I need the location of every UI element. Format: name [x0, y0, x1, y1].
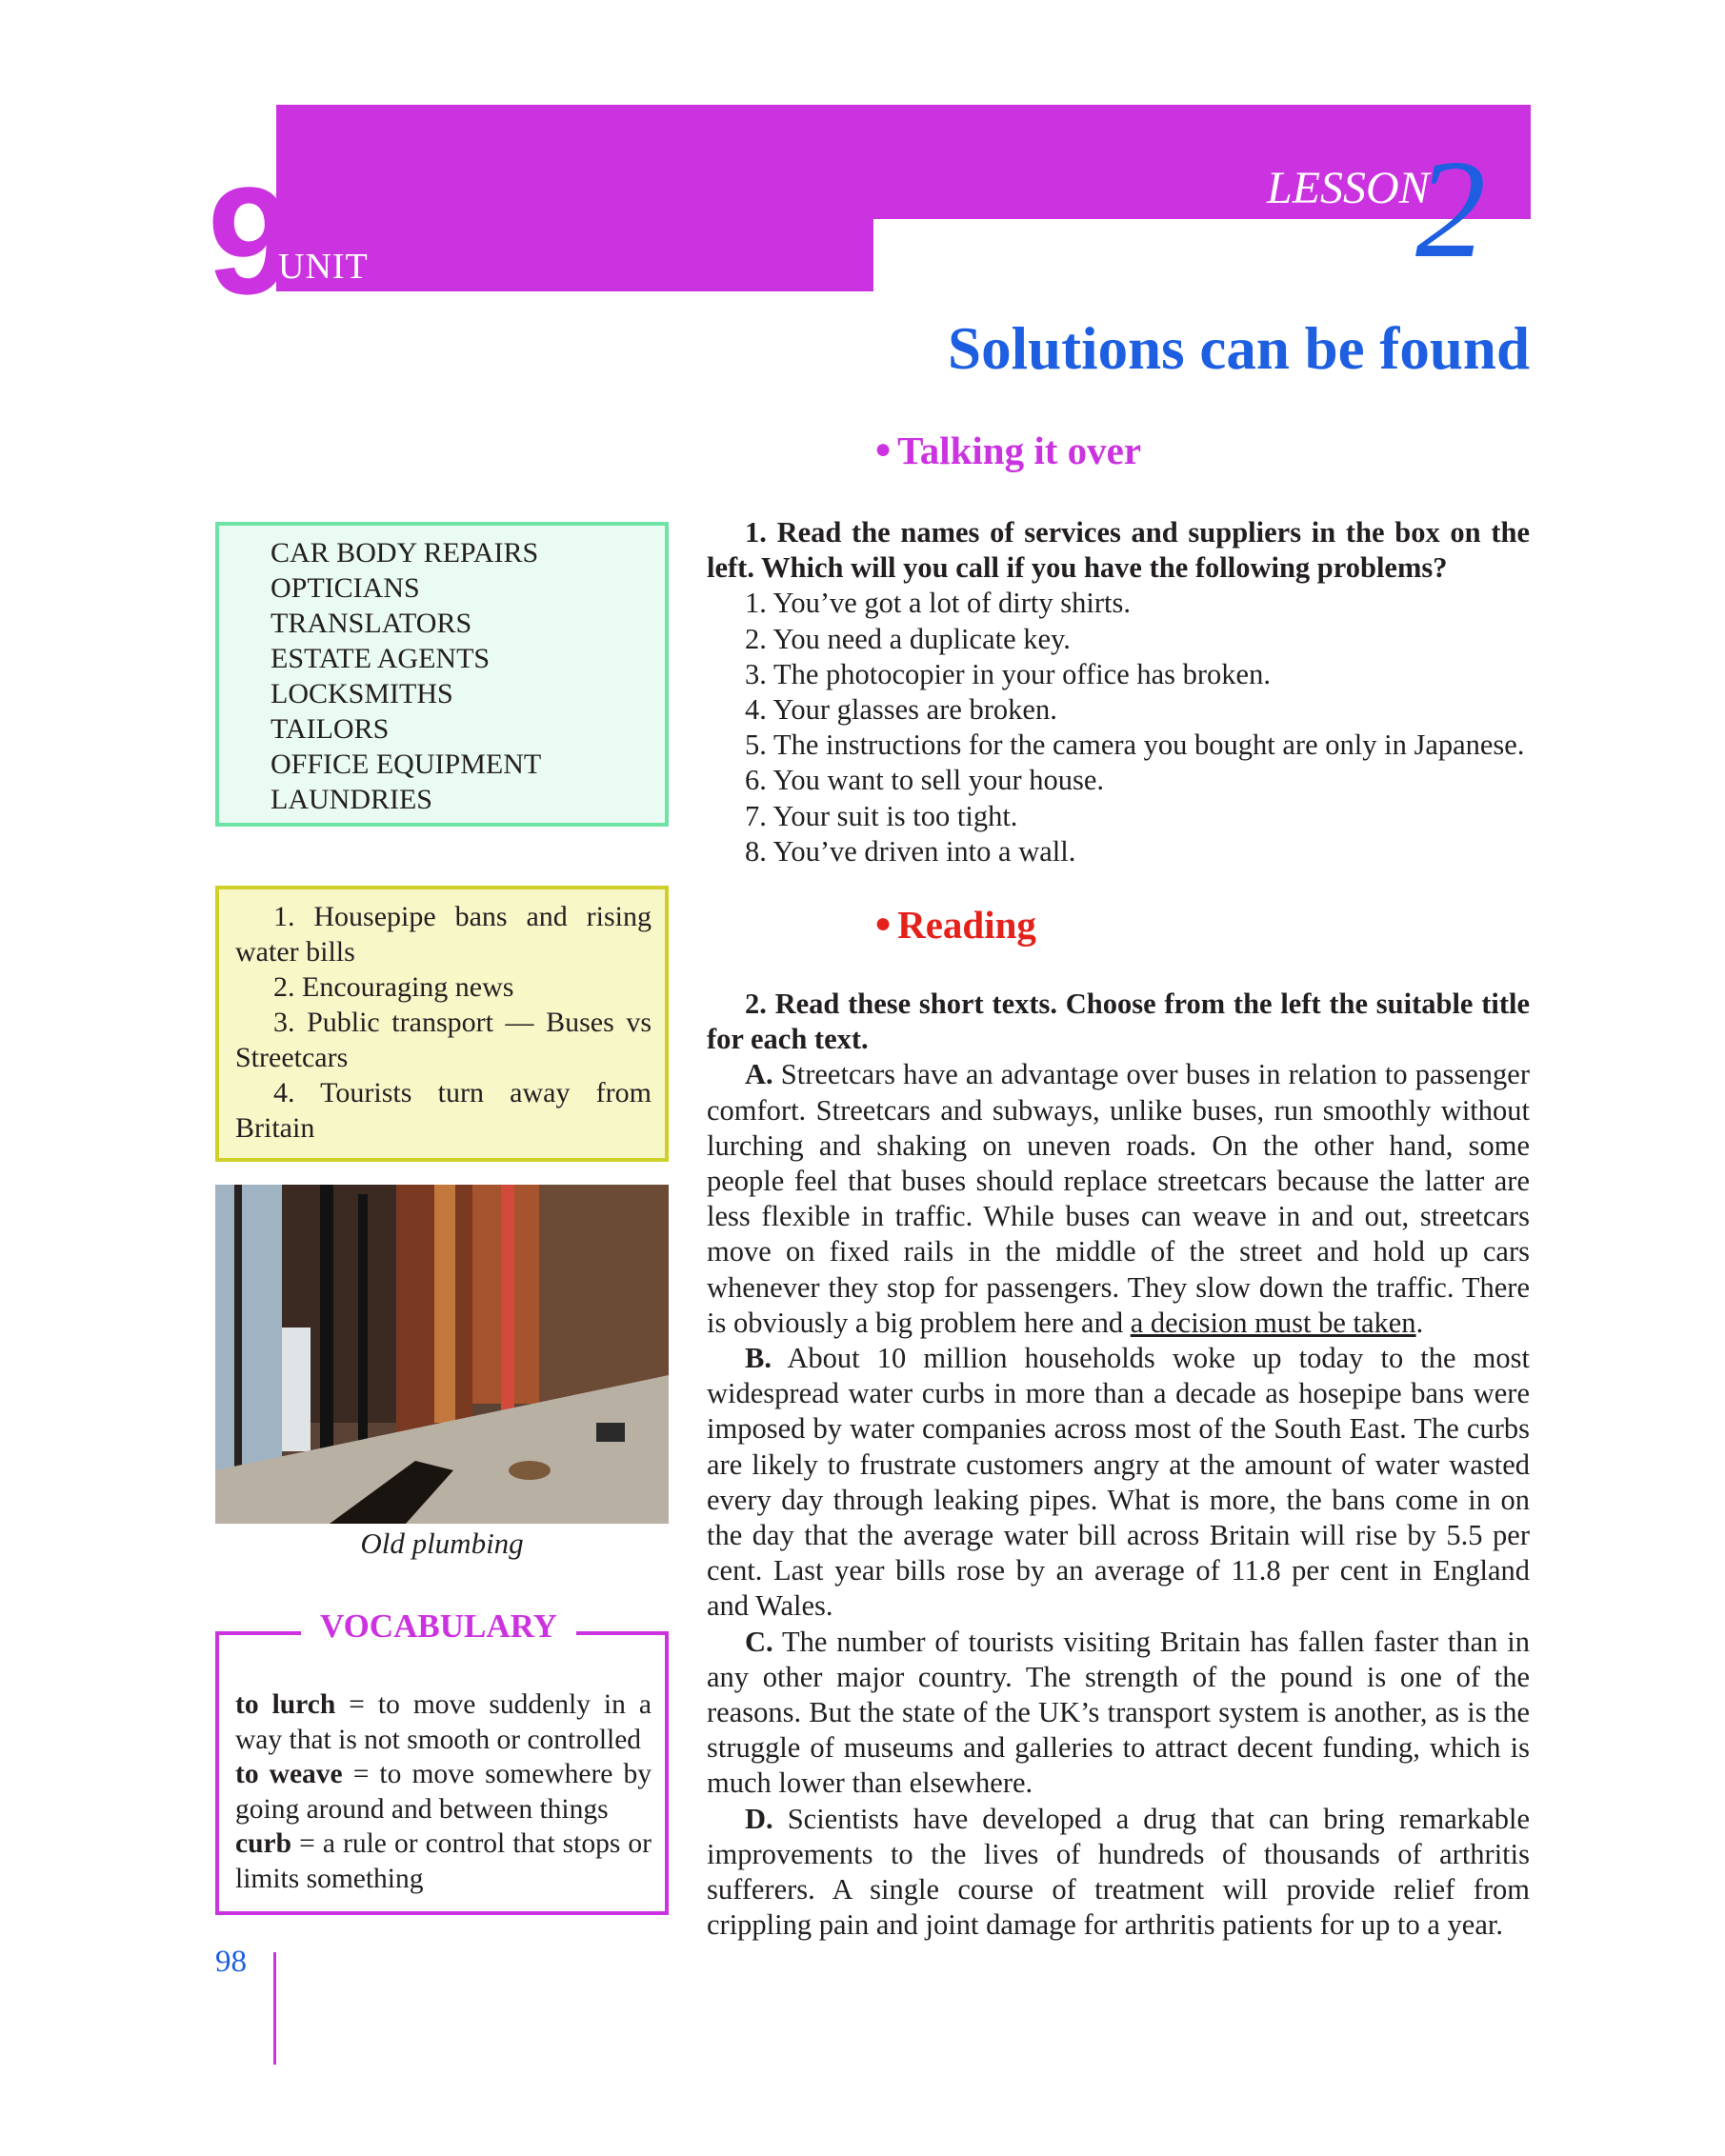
text-body: The number of tourists visiting Britain has fallen faster than in any other major country. The strength of the pound is one of the reasons. But the state of the UK’s transport system is another, as is the struggle of museums and galleries to attract decent funding, which is much lower than elsewhere. [707, 1625, 1530, 1800]
service-item: ESTATE AGENTS [271, 643, 491, 674]
vocab-definition: = to move suddenly in a way that is not smooth or controlled [235, 1689, 652, 1755]
text-label: B. [745, 1342, 772, 1375]
titles-box [215, 886, 669, 1162]
vocabulary-box [215, 1631, 669, 1915]
plumbing-illustration [215, 1185, 669, 1524]
text-body: Streetcars have an advantage over buses in relation to passenger comfort. Streetcars and subways, unlike buses, run smoothly without lurching and shaking on uneven roads. On the other hand, some people feel that buses should replace streetcars because the latter are less flexible in traffic. While buses can weave in and out, streetcars move on fixed rails in the middle of the street and hold up cars whenever they stop for passengers. They slow down the traffic. There is obviously a big problem here and [707, 1058, 1530, 1339]
service-item: TRANSLATORS [271, 608, 472, 639]
bullet-icon: ● [874, 433, 893, 465]
problem-item: 2. You need a duplicate key. [745, 622, 1071, 655]
unit-number: 9 [208, 155, 289, 326]
section-heading-reading [874, 902, 1036, 948]
section-heading-talking [874, 428, 1141, 473]
text-end: . [1415, 1306, 1424, 1339]
problem-item: 6. You want to sell your house. [745, 764, 1105, 797]
vocab-entry [235, 1687, 652, 1757]
service-item: CAR BODY REPAIRS [271, 537, 539, 569]
text-label: C. [745, 1625, 773, 1658]
plumbing-photo [215, 1185, 669, 1524]
underlined-phrase: a decision must be taken [1130, 1306, 1416, 1339]
problem-item: 7. Your suit is too tight. [745, 799, 1018, 832]
vocab-definition: = a rule or control that stops or limits something [235, 1828, 652, 1894]
lesson-number: 2 [1415, 131, 1486, 288]
vocab-entry [235, 1757, 652, 1827]
page-rule [273, 1952, 276, 2065]
text-label: A. [745, 1058, 773, 1091]
reading-text-b [707, 1341, 1530, 1625]
reading-text-d [707, 1802, 1530, 1944]
title-option: 2. Encouraging news [273, 971, 514, 1003]
title-option: 4. Tourists turn away from Britain [235, 1077, 652, 1144]
exercise-2 [707, 987, 1530, 1943]
bullet-icon: ● [874, 908, 893, 939]
service-item: OFFICE EQUIPMENT [271, 749, 542, 780]
exercise-1 [707, 515, 1530, 869]
problem-item: 3. The photocopier in your office has broken. [745, 657, 1271, 690]
vocab-term: curb [235, 1828, 291, 1859]
vocab-definition: = to move somewhere by going around and between things [235, 1759, 652, 1825]
services-box [215, 522, 669, 827]
service-item: LAUNDRIES [271, 784, 432, 815]
lesson-label: LESSON [1267, 163, 1430, 213]
vocab-term: to lurch [235, 1689, 336, 1720]
reading-text-c [707, 1625, 1530, 1802]
exercise-1-instruction: 1. Read the names of services and suppliers in the box on the left. Which will you call if you have the following problems? [707, 516, 1530, 585]
exercise-2-instruction: 2. Read these short texts. Choose from the left the suitable title for each text. [707, 988, 1530, 1056]
section-heading-text: Reading [897, 903, 1036, 947]
reading-text-a [707, 1057, 1530, 1341]
service-item: LOCKSMITHS [271, 678, 453, 709]
page-number: 98 [215, 1945, 247, 1979]
section-heading-text: Talking it over [897, 429, 1142, 472]
vocab-entry [235, 1827, 652, 1896]
vocab-term: to weave [235, 1759, 343, 1789]
title-option: 3. Public transport — Buses vs Streetcars [235, 1007, 652, 1073]
vocabulary-heading: VOCABULARY [301, 1607, 576, 1646]
service-item: OPTICIANS [271, 572, 420, 604]
photo-caption: Old plumbing [360, 1527, 524, 1560]
text-body: About 10 million households woke up today to the most widespread water curbs in more than a decade as hosepipe bans were imposed by water companies across most of the South East. The curbs are likely to frustrate customers angry at the amount of water wasted every day through leaking pipes. What is more, the bans come in on the day that the average water bill across Britain will rise by 5.5 per cent. Last year bills rose by an average of 11.8 per cent in England and Wales. [707, 1342, 1530, 1623]
problem-item: 4. Your glasses are broken. [745, 693, 1057, 727]
unit-label: UNIT [278, 247, 369, 287]
service-item: TAILORS [271, 713, 390, 745]
page-title: Solutions can be found [948, 315, 1530, 382]
title-option: 1. Housepipe bans and rising water bills [235, 901, 652, 968]
problem-item: 8. You’ve driven into a wall. [745, 834, 1076, 868]
problem-item: 1. You’ve got a lot of dirty shirts. [745, 587, 1131, 620]
problem-item: 5. The instructions for the camera you bought are only in Japanese. [745, 729, 1525, 762]
text-label: D. [745, 1802, 773, 1835]
text-body: Scientists have developed a drug that can bring remarkable improvements to the lives of hundreds of thousands of arthritis sufferers. A single course of treatment will provide relief from crippling pain and joint damage for arthritis patients for up to a year. [707, 1802, 1530, 1942]
